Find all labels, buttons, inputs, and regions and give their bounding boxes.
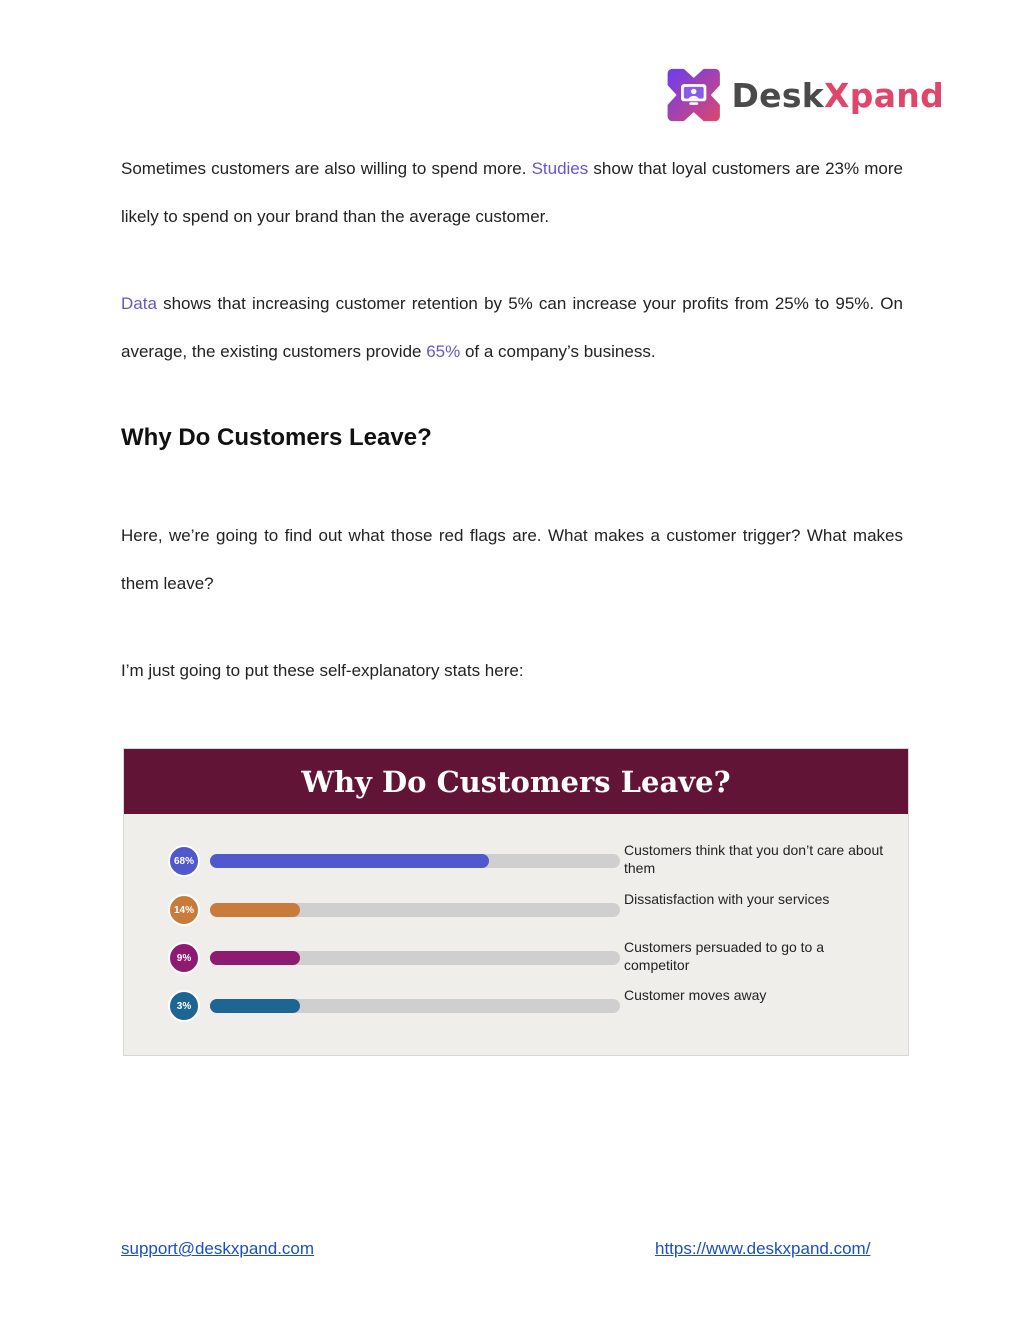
stat-row (124, 841, 910, 881)
stat-bar-track (210, 854, 620, 868)
stat-bar-track (210, 999, 620, 1013)
why-customers-leave-infographic (123, 748, 909, 1056)
paragraph-text: I’m just going to put these self-explanatory stats here: (121, 661, 524, 680)
paragraph-red-flags (121, 512, 903, 607)
stat-bar-fill (210, 854, 489, 868)
deskxpand-logo-icon (664, 62, 723, 128)
stat-label: Customer moves away (624, 987, 767, 1003)
stat-label: Customers think that you don’t care about them (624, 842, 884, 876)
paragraph-retention (121, 280, 903, 375)
website-link[interactable]: https://www.deskxpand.com/ (655, 1239, 871, 1258)
section-heading: Why Do Customers Leave? (121, 424, 432, 451)
stat-row (124, 890, 910, 930)
stat-label: Customers persuaded to go to a competitor (624, 939, 825, 973)
paragraph-text: Sometimes customers are also willing to spend more. (121, 159, 532, 178)
stat-label: Dissatisfaction with your services (624, 891, 830, 907)
stat-bar-fill (210, 951, 300, 965)
sixty-five-percent-link[interactable]: 65% (426, 341, 461, 361)
brand-name-desk: Desk (731, 75, 825, 115)
paragraph-text: of a company’s business. (460, 341, 656, 361)
stat-percent-badge: 9% (168, 942, 200, 974)
studies-link[interactable]: Studies (531, 159, 589, 178)
paragraph-stats-intro (121, 647, 903, 695)
stat-row (124, 938, 910, 978)
infographic-header (124, 749, 908, 814)
stat-bar-fill (210, 903, 300, 917)
stat-percent-badge: 14% (168, 894, 200, 926)
paragraph-text: shows that increasing customer retention by 5% can increase your profits from 25% to 95%. On average, the existing customers provide (121, 294, 903, 361)
brand-wordmark (731, 76, 944, 115)
infographic-title: Why Do Customers Leave? (301, 764, 731, 799)
paragraph-text: Here, we’re going to find out what those red flags are. What makes a customer trigger? What makes them leave? (121, 526, 903, 593)
brand-logo (664, 61, 944, 129)
stat-percent-badge: 68% (168, 845, 200, 877)
stat-bar-track (210, 903, 620, 917)
brand-name-xpand: Xpand (824, 75, 944, 115)
paragraph-loyal-customers (121, 145, 903, 240)
stat-bar-track (210, 951, 620, 965)
stat-percent-badge: 3% (168, 990, 200, 1022)
data-link[interactable]: Data (121, 294, 157, 313)
stat-row (124, 986, 910, 1026)
stat-bar-fill (210, 999, 300, 1013)
paragraph-text: show that loyal customers are 23% more likely to spend on your brand than the average customer. (121, 159, 903, 226)
support-email-link[interactable]: support@deskxpand.com (121, 1239, 315, 1258)
